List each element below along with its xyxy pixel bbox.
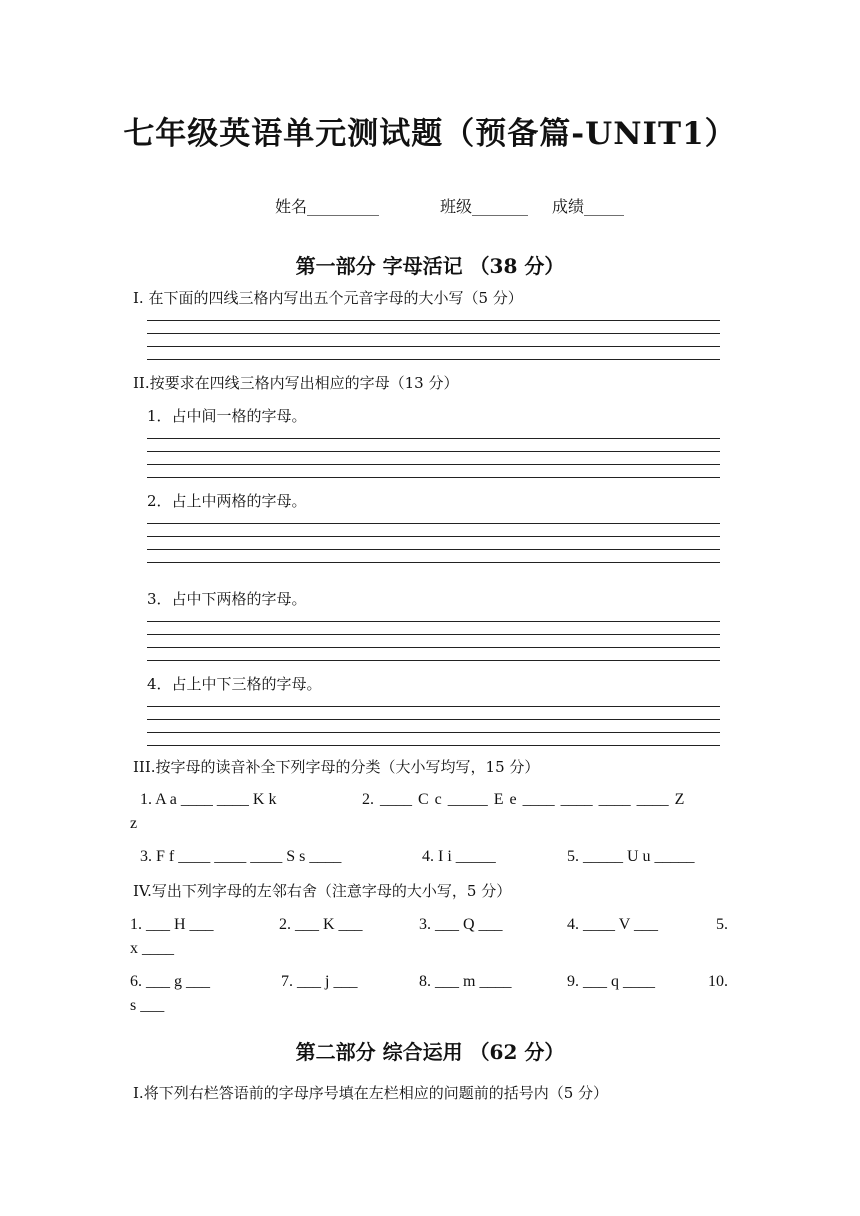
q4-item-5: 5. [716, 916, 728, 933]
q4-item-4: 4. ____ V ___ [567, 916, 658, 933]
q4-item-9: 9. ___ q ____ [567, 973, 655, 990]
part1-heading: 第一部分 字母活记 （38 分） [295, 254, 565, 278]
q2-item-4: 4．占上中下三格的字母。 [147, 675, 322, 693]
q2-item-3: 3．占中下两格的字母。 [147, 590, 307, 608]
part2-heading: 第二部分 综合运用 （62 分） [295, 1040, 565, 1064]
q4-item-10: 10. [708, 973, 728, 990]
name-field: 姓名_________ [275, 197, 380, 216]
part1-q1: I. 在下面的四线三格内写出五个元音字母的大小写（5 分） [133, 289, 523, 307]
q4-item-10-wrap: s ___ [130, 997, 165, 1014]
part1-q4: IV.写出下列字母的左邻右舍（注意字母的大小写，5 分） [133, 882, 512, 900]
q4-item-3: 3. ___ Q ___ [419, 916, 503, 933]
q4-item-6: 6. ___ g ___ [130, 973, 210, 990]
q4-item-1: 1. ___ H ___ [130, 916, 214, 933]
q4-item-2: 2. ___ K ___ [279, 916, 363, 933]
page-title: 七年级英语单元测试题（预备篇-UNIT1） [123, 116, 737, 152]
q4-item-5-wrap: x ____ [130, 940, 174, 957]
part2-q1: Ⅰ.将下列右栏答语前的字母序号填在左栏相应的问题前的括号内（5 分） [133, 1084, 609, 1102]
q2-item-1: 1．占中间一格的字母。 [147, 407, 307, 425]
score-field: 成绩_____ [552, 197, 625, 216]
q4-item-8: 8. ___ m ____ [419, 973, 512, 990]
q3-row1-wrap: z [130, 815, 138, 832]
part1-q2: II.按要求在四线三格内写出相应的字母（13 分） [133, 374, 459, 392]
q3-row1-b: 2. ____ C c _____ E e ____ ____ ____ ____ Z [362, 791, 685, 808]
class-field: 班级_______ [440, 197, 529, 216]
q3-row2-c: 5. _____ U u _____ [567, 848, 695, 865]
part1-q3: III.按字母的读音补全下列字母的分类（大小写均写，15 分） [133, 758, 540, 776]
q3-row2-a: 3. F f ____ ____ ____ S s ____ [140, 848, 342, 865]
q4-item-7: 7. ___ j ___ [281, 973, 358, 990]
q3-row2-b: 4. I i _____ [422, 848, 496, 865]
q2-item-2: 2．占上中两格的字母。 [147, 492, 307, 510]
q3-row1-a: 1. A a ____ ____ K k [140, 791, 277, 808]
